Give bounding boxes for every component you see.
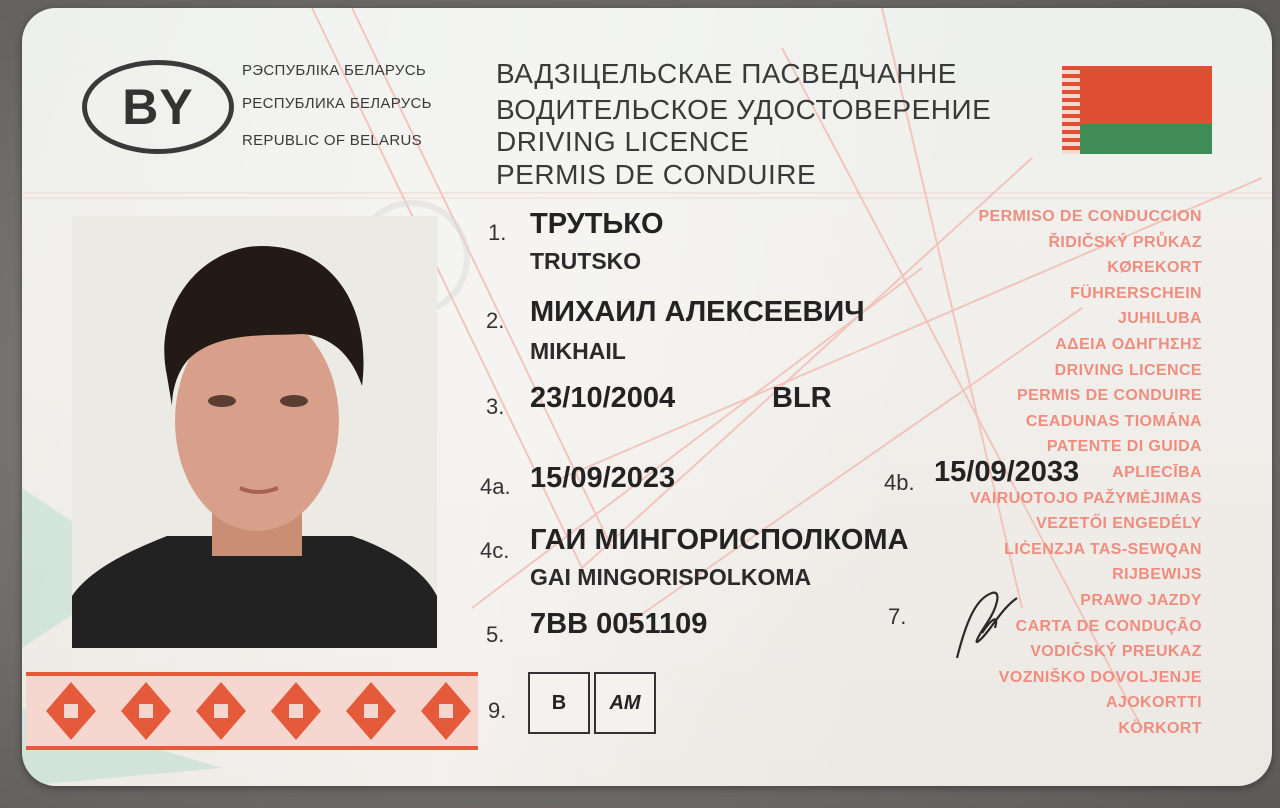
issuing-authority-native: ГАИ МИНГОРИСПОЛКОМА (530, 524, 909, 556)
licence-languages-list (970, 204, 1202, 741)
issuing-authority-latin: GAI MINGORISPOLKOMA (530, 564, 812, 590)
ornament-band (26, 672, 478, 750)
field-4b-number: 4b. (884, 470, 915, 495)
lang-et: JUHILUBA (1117, 310, 1202, 328)
field-4c-number: 4c. (480, 538, 510, 563)
lang-da: KØREKORT (1107, 259, 1202, 277)
republic-line-en: REPUBLIC OF BELARUS (242, 132, 422, 149)
lang-hu: VEZETŐI ENGEDÉLY (1036, 515, 1202, 533)
field-7-number: 7. (888, 604, 907, 629)
lang-en: DRIVING LICENCE (1054, 361, 1202, 379)
title-fr: PERMIS DE CONDUIRE (496, 159, 817, 190)
given-name-latin: MIKHAIL (530, 338, 626, 364)
lang-fr: PERMIS DE CONDUIRE (1017, 387, 1202, 405)
surname-native: ТРУТЬКО (530, 208, 664, 240)
flag-red-band (1080, 66, 1212, 124)
expiry-date: 15/09/2033 (934, 456, 1080, 488)
lang-pt: CARTA DE CONDUÇÃO (1015, 617, 1202, 635)
category-am-box: AM (594, 672, 656, 734)
republic-line-ru: РЕСПУБЛИКА БЕЛАРУСЬ (242, 95, 432, 112)
country-code-oval: BY (82, 60, 234, 154)
lang-lt: VAIRUOTOJO PAŽYMĖJIMAS (970, 489, 1202, 507)
driving-licence-card (22, 8, 1272, 786)
title-ru: ВОДИТЕЛЬСКОЕ УДОСТОВЕРЕНИЕ (496, 94, 992, 125)
lang-sk: VODIČSKÝ PREUKAZ (1030, 643, 1202, 661)
lang-es: PERMISO DE CONDUCCION (978, 208, 1202, 225)
lang-sl: VOZNIŠKO DOVOLJENJE (998, 668, 1202, 686)
lang-ga: CEADUNAS TIOMÁNA (1025, 412, 1202, 430)
lang-sv: KÖRKORT (1118, 719, 1202, 737)
belarus-flag (1062, 66, 1212, 154)
given-names-native: МИХАИЛ АЛЕКСЕЕВИЧ (530, 296, 865, 328)
lang-it: PATENTE DI GUIDA (1046, 438, 1202, 456)
field-3-number: 3. (486, 394, 505, 419)
republic-line-be: РЭСПУБЛІКА БЕЛАРУСЬ (242, 62, 426, 79)
lang-mt: LIĊENZJA TAS-SEWQAN (1004, 540, 1202, 558)
lang-de: FÜHRERSCHEIN (1070, 284, 1202, 302)
lang-pl: PRAWO JAZDY (1080, 591, 1202, 609)
field-9-number: 9. (488, 698, 507, 723)
field-2-number: 2. (486, 308, 505, 333)
issue-date: 15/09/2023 (530, 462, 676, 494)
title-be: ВАДЗІЦЕЛЬСКАЕ ПАСВЕДЧАННЕ (496, 58, 957, 89)
surname-latin: TRUTSKO (530, 248, 642, 274)
title-en: DRIVING LICENCE (496, 126, 750, 157)
licence-number: 7BB 0051109 (530, 608, 708, 640)
birth-country: BLR (772, 382, 832, 414)
lang-cs: ŘIDIČSKÝ PRŮKAZ (1048, 233, 1202, 251)
date-of-birth: 23/10/2004 (530, 382, 676, 414)
lang-nl: RIJBEWIJS (1112, 566, 1202, 584)
lang-fi: AJOKORTTI (1105, 694, 1202, 712)
lang-el: ΑΔΕΙΑ ΟΔΗΓΗΣΗΣ (1055, 335, 1202, 353)
field-4a-number: 4a. (480, 474, 511, 499)
flag-ornament (1062, 66, 1080, 154)
field-1-number: 1. (488, 220, 507, 245)
field-5-number: 5. (486, 622, 505, 647)
category-b-box: B (528, 672, 590, 734)
holder-photo (72, 216, 437, 648)
flag-green-band (1080, 124, 1212, 154)
lang-lv: APLIECĪBA (1112, 463, 1202, 481)
